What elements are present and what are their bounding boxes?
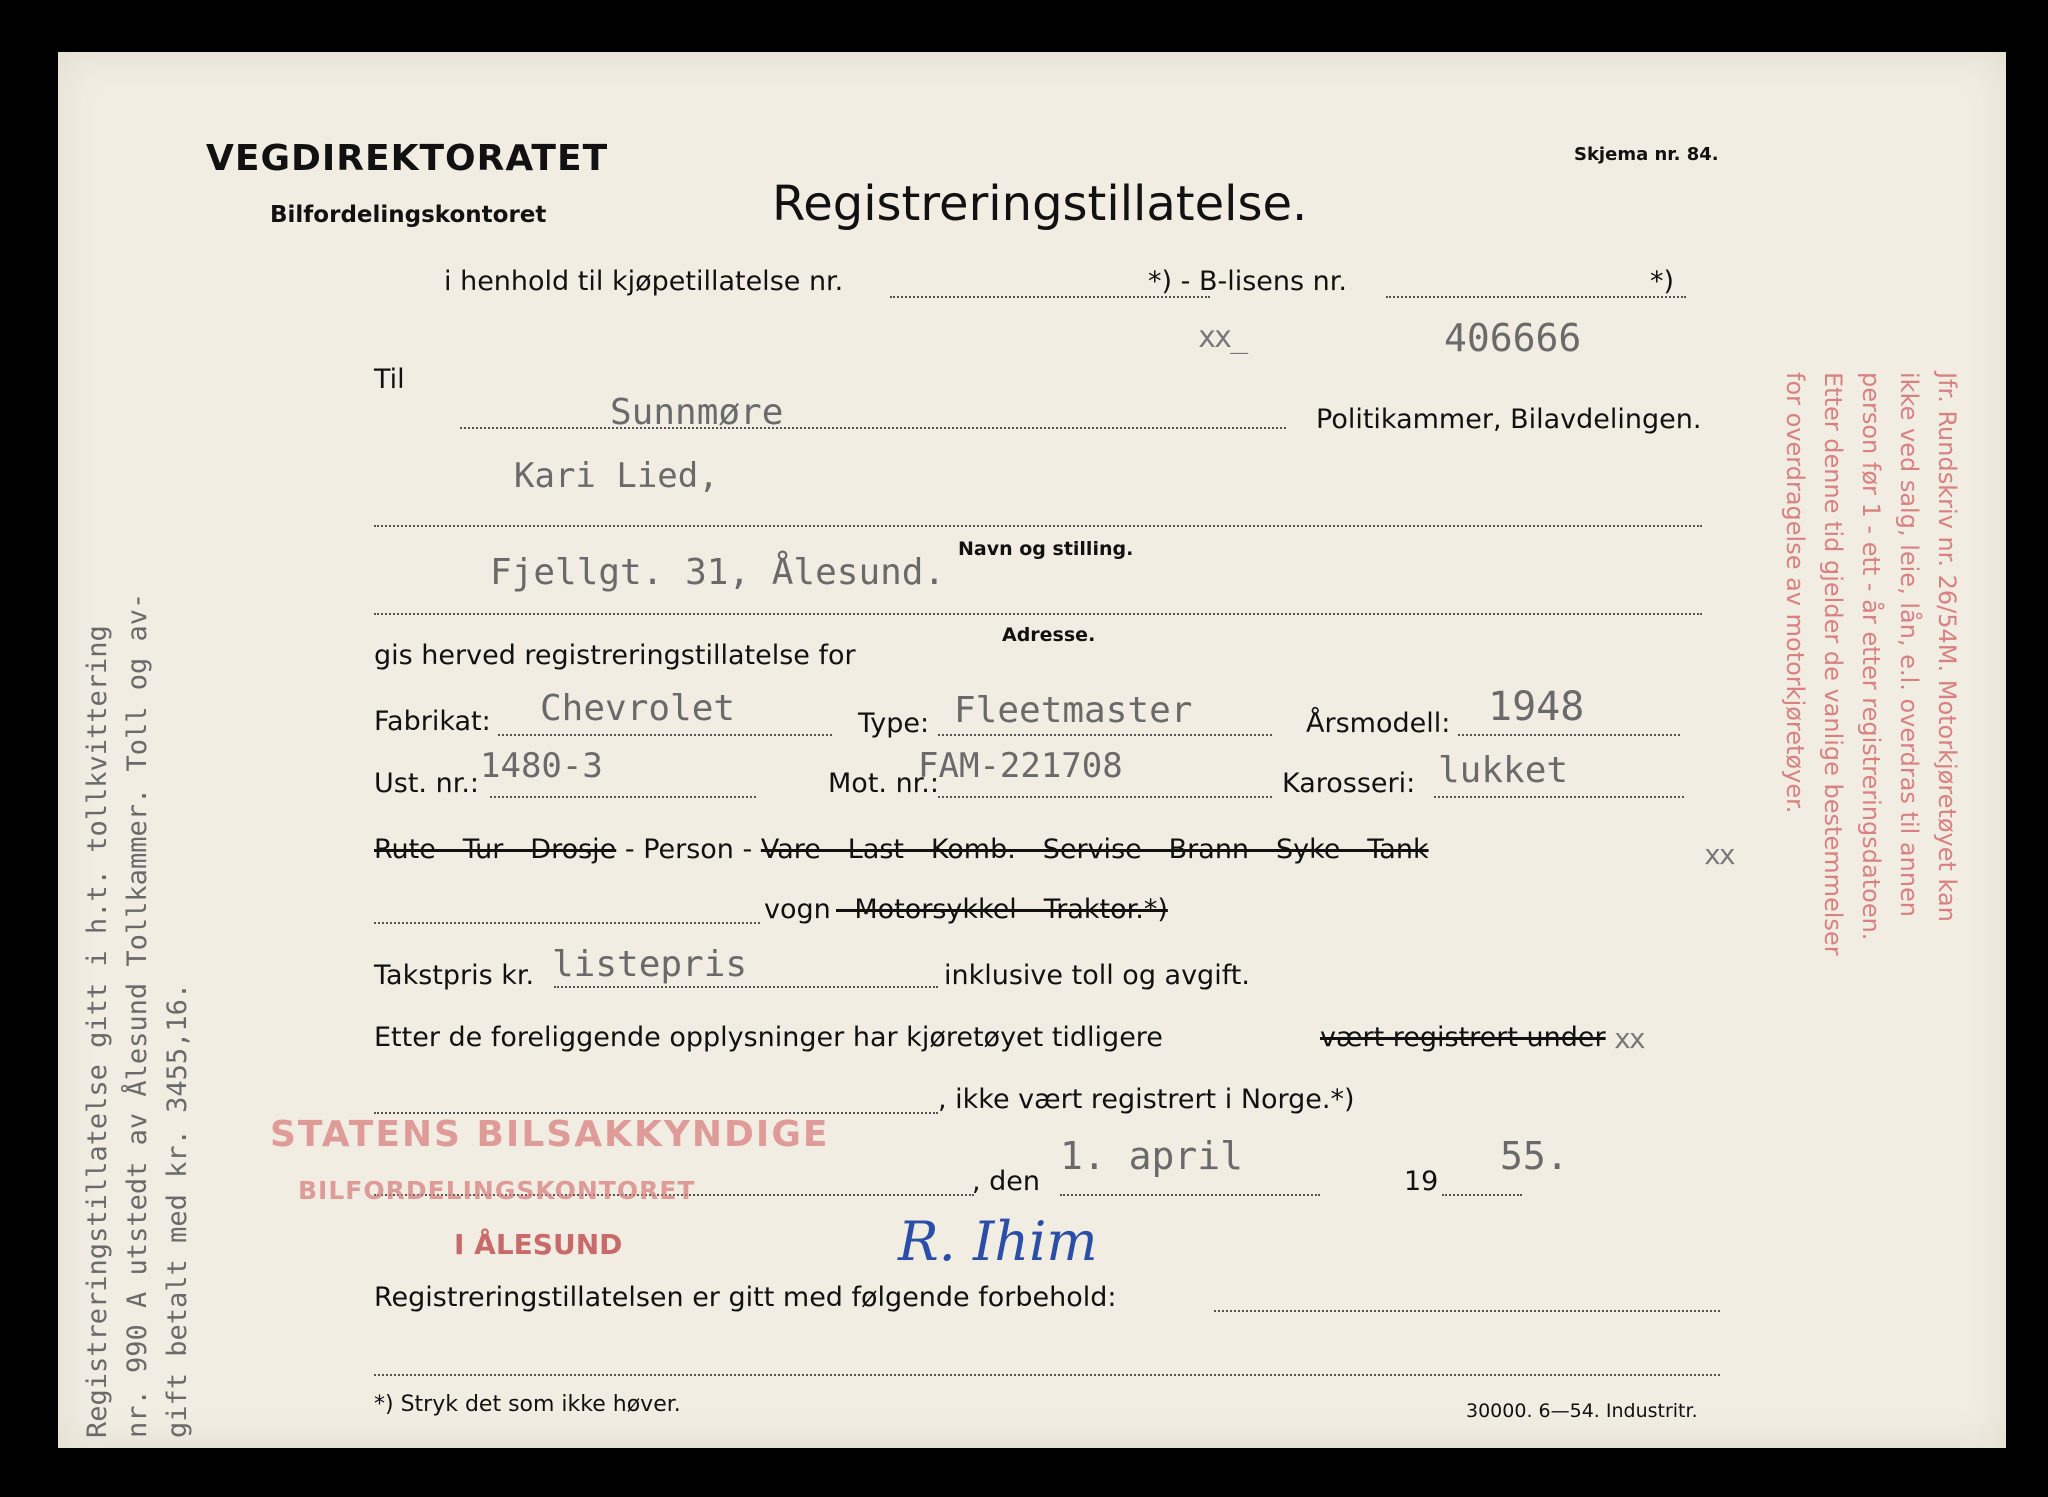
to-label: Til — [374, 364, 405, 395]
vogn-label: vogn — [764, 894, 831, 925]
type-field — [938, 734, 1272, 736]
document-title: Registreringstillatelse. — [772, 176, 1308, 232]
history-struck: vært registrert under — [1320, 1022, 1606, 1053]
vogn-field — [374, 922, 760, 924]
struck-categories-left: Rute - Tur - Drosje — [374, 834, 617, 865]
year-label: Årsmodell: — [1306, 708, 1451, 739]
type-label: Type: — [858, 708, 930, 739]
ust-label: Ust. nr.: — [374, 768, 479, 799]
make-field — [498, 734, 832, 736]
price-label: Takstpris kr. — [374, 960, 535, 991]
left-note-line-3: gift betalt med kr. 3455,16. — [162, 982, 193, 1438]
right-stamp-line-3: person før 1 - ett - år etter registreringsdatoen. — [1857, 372, 1885, 941]
right-stamp-line-4: Etter denne tid gjelder de vanlige bestemmelser — [1819, 372, 1847, 956]
intro-prefix: i henhold til kjøpetillatelse nr. — [444, 266, 844, 297]
document-page — [58, 52, 2006, 1448]
history-xs: xx — [1614, 1022, 1644, 1055]
typed-xx: xx_ — [1198, 320, 1247, 355]
date-century: 19 — [1404, 1166, 1439, 1197]
name-caption: Navn og stilling. — [958, 538, 1134, 560]
price-field — [554, 986, 938, 988]
year-field — [1458, 734, 1680, 736]
body-label: Karosseri: — [1282, 768, 1416, 799]
lisens-field — [1386, 296, 1686, 298]
intro-mid: *) - B-lisens nr. — [1148, 266, 1347, 297]
right-red-stamp — [1776, 372, 1966, 1272]
type-value: Fleetmaster — [954, 690, 1193, 731]
address-field — [374, 613, 1702, 615]
mot-field — [938, 796, 1272, 798]
mot-label: Mot. nr.: — [828, 768, 939, 799]
left-note-line-2: nr. 990 A utstedt av Ålesund Tollkammer. Toll og av- — [122, 592, 153, 1438]
footer-note: *) Stryk det som ikke høver. — [374, 1392, 681, 1417]
name-field — [374, 525, 1702, 527]
struck-vogn-types: - Motorsykkel - Traktor.*) — [836, 894, 1168, 925]
price-value: listepris — [552, 944, 748, 985]
stamp-line-3: I ÅLESUND — [454, 1228, 623, 1261]
stamp-line-1: STATENS BILSAKKYNDIGE — [270, 1114, 830, 1155]
year-value: 1948 — [1488, 684, 1585, 730]
district-value: Sunnmøre — [610, 392, 784, 433]
address-value: Fjellgt. 31, Ålesund. — [490, 552, 946, 593]
year-suffix-field — [1442, 1194, 1522, 1196]
right-stamp-line-5: for overdragelse av motorkjøretøyer. — [1781, 372, 1809, 814]
body-value: lukket — [1438, 750, 1569, 791]
lisens-value: 406666 — [1444, 316, 1582, 360]
reservation-field — [1214, 1310, 1720, 1312]
reservation-label: Registreringstillatelsen er gitt med følgende forbehold: — [374, 1282, 1117, 1313]
category-xs: xx — [1704, 838, 1734, 871]
body-field — [1434, 796, 1684, 798]
history-line: Etter de foreliggende opplysninger har kjøretøyet tidligere — [374, 1022, 1163, 1053]
date-day-month: 1. april — [1060, 1134, 1244, 1178]
make-value: Chevrolet — [540, 688, 736, 729]
ust-field — [490, 796, 756, 798]
category-person: - Person - — [616, 834, 761, 865]
price-suffix: inklusive toll og avgift. — [944, 960, 1250, 991]
left-margin-note — [78, 138, 198, 1438]
signature: R. Ihim — [898, 1210, 1098, 1273]
stamp-line-2: BILFORDELINGSKONTORET — [298, 1176, 696, 1205]
make-label: Fabrikat: — [374, 706, 491, 737]
date-year: 55. — [1500, 1134, 1569, 1178]
intro-suffix: *) — [1650, 266, 1675, 297]
org-name: VEGDIREKTORATET — [206, 138, 609, 179]
right-stamp-line-1: Jfr. Rundskriv nr. 26/54M. Motorkjøretøyet kan — [1933, 372, 1961, 922]
category-line — [374, 834, 1429, 865]
history-line-2: , ikke vært registrert i Norge.*) — [938, 1084, 1355, 1115]
mot-value: FAM-221708 — [918, 746, 1123, 786]
district-field — [460, 427, 1286, 429]
ust-value: 1480-3 — [480, 746, 603, 786]
form-number: Skjema nr. 84. — [1574, 144, 1719, 165]
reservation-field-2 — [374, 1374, 1720, 1376]
right-stamp-line-2: ikke ved salg, leie, lån, e.l. overdras til annen — [1895, 372, 1923, 918]
address-caption: Adresse. — [1002, 624, 1096, 646]
date-field — [1060, 1194, 1320, 1196]
date-den: , den — [972, 1166, 1041, 1197]
name-value: Kari Lied, — [514, 456, 719, 496]
left-note-line-1: Registreringstillatelse gitt i h.t. tollkvittering — [82, 625, 113, 1438]
dept-name: Bilfordelingskontoret — [270, 202, 547, 228]
grant-line: gis herved registreringstillatelse for — [374, 640, 856, 671]
office-label: Politikammer, Bilavdelingen. — [1316, 404, 1702, 435]
footer-print: 30000. 6—54. Industritr. — [1466, 1400, 1698, 1422]
struck-categories-right: Vare - Last - Komb. - Servise - Brann - Syke - Tank — [760, 834, 1429, 865]
